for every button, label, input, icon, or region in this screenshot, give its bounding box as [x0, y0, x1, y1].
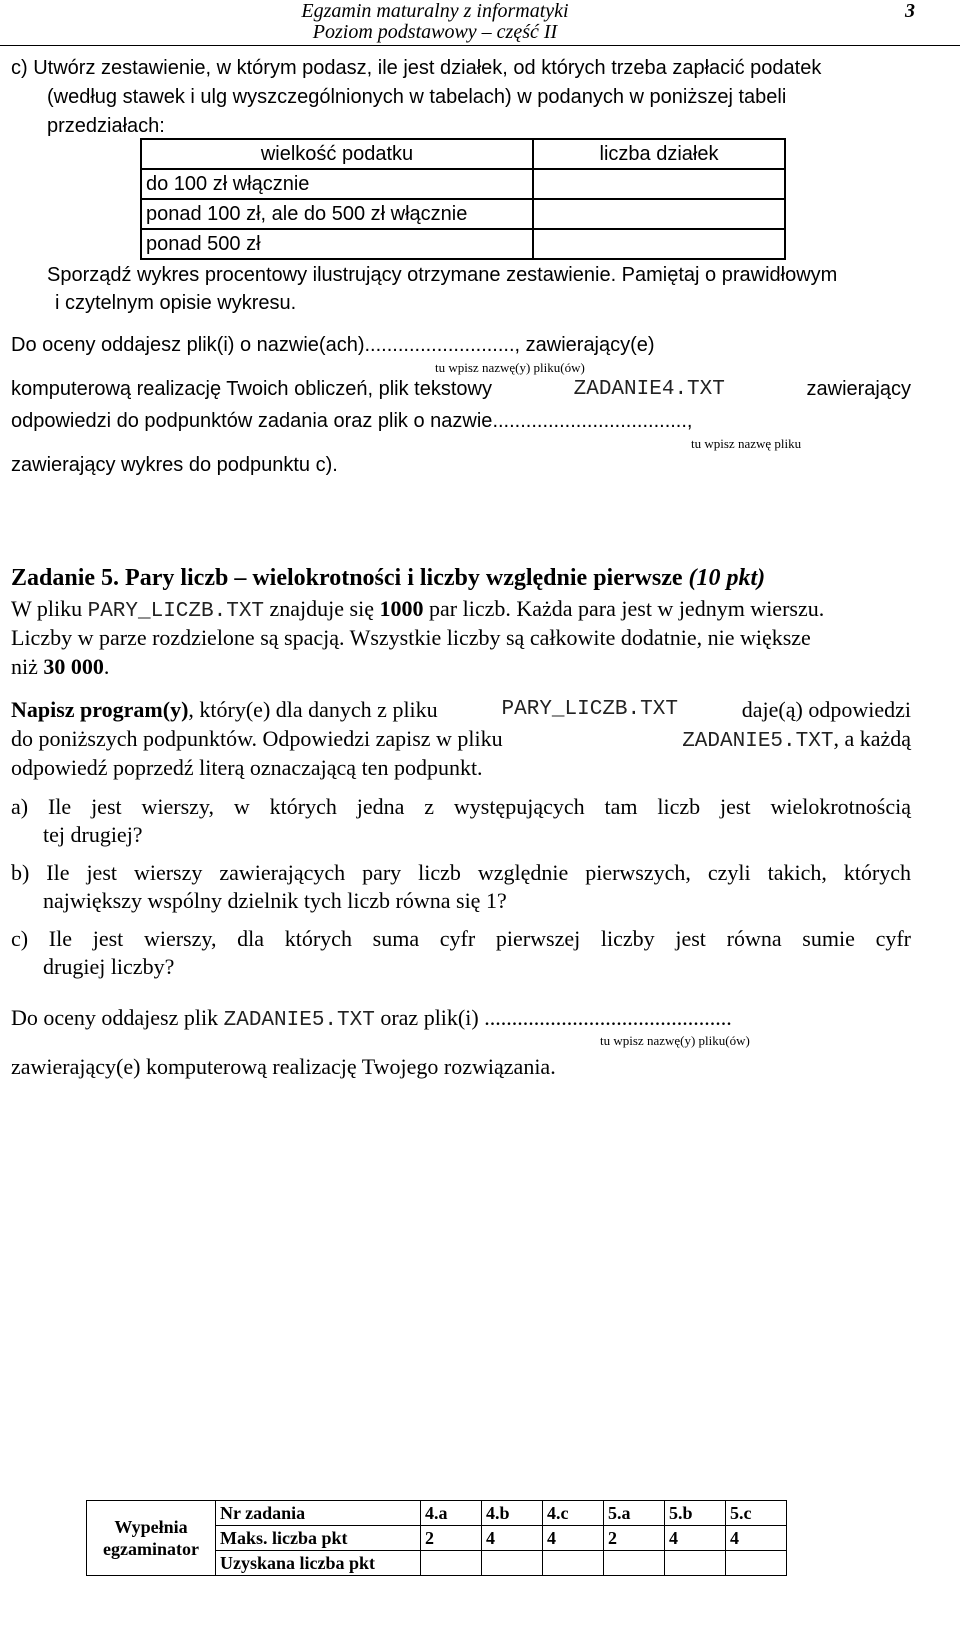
task5-points: (10 pkt) [688, 565, 766, 591]
question-c-line2: drugiej liczby? [43, 954, 175, 979]
task5-write-line3: odpowiedź poprzedź literą oznaczającą ten podpunkt. [11, 755, 483, 780]
question-c-line1: c) Ile jest wierszy, dla których suma cyfr pierwszej liczby jest równa sumie cyfr [11, 926, 911, 951]
question-b-line1: b) Ile jest wierszy zawierających pary liczb względnie pierwszych, czyli takich, których [11, 860, 911, 885]
chart-instruction-line2: i czytelnym opisie wykresu. [55, 292, 297, 314]
submission4-hint1: tu wpisz nazwę(y) pliku(ów) [435, 360, 585, 375]
file-name-pary-liczb: PARY_LICZB.TXT [87, 600, 265, 623]
tax-intervals-table [140, 138, 786, 260]
header-title: Egzamin maturalny z informatyki [301, 0, 569, 22]
obtained-points-cell[interactable] [421, 1551, 482, 1576]
max-points-cell: 4 [726, 1526, 787, 1551]
table-header-row [141, 139, 785, 169]
part-c-line3: przedziałach: [47, 115, 165, 137]
table-row-value [533, 169, 785, 199]
table-row-label: do 100 zł włącznie [141, 169, 533, 199]
task5-p2: Liczby w parze rozdzielone są spacją. Wszystkie liczby są całkowite dodatnie, nie większe [11, 625, 811, 650]
file-name-zadanie5-2: ZADANIE5.TXT [223, 1009, 375, 1032]
row-label-task-number: Nr zadania [216, 1501, 421, 1526]
obtained-points-cell[interactable] [665, 1551, 726, 1576]
task5-label: Zadanie 5. [11, 565, 120, 591]
submission5-hint: tu wpisz nazwę(y) pliku(ów) [600, 1033, 750, 1048]
task-number-cell: 4.a [421, 1501, 482, 1526]
table-row [141, 229, 785, 259]
table-row-value [533, 229, 785, 259]
header-subtitle: Poziom podstawowy – część II [312, 21, 558, 43]
submission4-blank: ........................... [364, 334, 515, 356]
max-points-cell: 4 [482, 1526, 543, 1551]
task5-write-line1: Napisz program(y), który(e) dla danych z pliku PARY_LICZB.TXT daje(ą) odpowiedzi [11, 697, 911, 722]
submission4-line2-text: komputerową realizację Twoich obliczeń, plik tekstowy [11, 378, 492, 400]
part-c-line2: (według stawek i ulg wyszczególnionych w tabelach) w podanych w poniższej tabeli [47, 86, 787, 108]
obtained-points-cell[interactable] [543, 1551, 604, 1576]
obtained-points-cell[interactable] [604, 1551, 665, 1576]
task5-title [11, 565, 765, 592]
table-row [141, 199, 785, 229]
write-program-bold: Napisz program(y) [11, 697, 189, 722]
submission4-line1 [11, 334, 655, 357]
submission4-line3-text: odpowiedzi do podpunktów zadania oraz plik o nazwie [11, 410, 493, 432]
score-table [86, 1500, 787, 1576]
task-number-cell: 4.b [482, 1501, 543, 1526]
max-points-cell: 4 [665, 1526, 726, 1551]
submission5-line2: zawierający(e) komputerową realizację Twojego rozwiązania. [11, 1054, 556, 1079]
submission4-text-end: , zawierający(e) [514, 334, 655, 356]
chart-instruction-line1: Sporządź wykres procentowy ilustrujący otrzymane zestawienie. Pamiętaj o prawidłowym [47, 264, 838, 286]
page-number: 3 [905, 0, 915, 22]
table-row-label: ponad 500 zł [141, 229, 533, 259]
question-a-line1: a) Ile jest wierszy, w których jedna z występujących tam liczb jest wielokrotnością [11, 794, 911, 819]
submission5-line1: Do oceny oddajesz plik ZADANIE5.TXT oraz plik(i) ............................................. [11, 1005, 732, 1032]
row-label-obtained-points: Uzyskana liczba pkt [216, 1551, 421, 1576]
submission5-blank: ............................................. [484, 1005, 732, 1030]
task-number-cell: 5.c [726, 1501, 787, 1526]
submission4-blank2: ................................... [492, 410, 687, 432]
header-rule [0, 45, 960, 46]
task-number-cell: 5.a [604, 1501, 665, 1526]
task5-p3: niż 30 000. [11, 654, 110, 679]
question-b-line2: największy wspólny dzielnik tych liczb równa się 1? [43, 888, 507, 913]
obtained-points-cell[interactable] [726, 1551, 787, 1576]
examiner-cell [87, 1501, 216, 1576]
file-name-zadanie5: ZADANIE5.TXT [682, 730, 834, 753]
examiner-label-1: Wypełnia [114, 1517, 188, 1537]
max-points-cell: 4 [543, 1526, 604, 1551]
submission4-text: Do oceny oddajesz plik(i) o nazwie(ach) [11, 334, 365, 356]
submission4-line2-end: zawierający [806, 378, 911, 400]
task-number-cell: 5.b [665, 1501, 726, 1526]
table-row-value [533, 199, 785, 229]
examiner-label-2: egzaminator [103, 1539, 199, 1559]
task5-title-text: Pary liczb – wielokrotności i liczby względnie pierwsze [125, 565, 683, 591]
row-label-max-points: Maks. liczba pkt [216, 1526, 421, 1551]
file-name-zadanie4: ZADANIE4.TXT [573, 378, 725, 401]
submission4-line3 [11, 410, 692, 433]
table-header-count: liczba działek [533, 139, 785, 169]
task5-write-line2: do poniższych podpunktów. Odpowiedzi zapisz w pliku ZADANIE5.TXT, a każdą [11, 726, 911, 753]
submission4-line4: zawierający wykres do podpunktu c). [11, 454, 338, 476]
table-row [141, 169, 785, 199]
table-header-tax: wielkość podatku [141, 139, 533, 169]
file-name-pary-liczb-2: PARY_LICZB.TXT [501, 698, 678, 721]
submission4-line3-end: , [686, 410, 693, 432]
submission4-hint2: tu wpisz nazwę pliku [691, 436, 802, 451]
question-a-line2: tej drugiej? [43, 822, 143, 847]
max-points-cell: 2 [604, 1526, 665, 1551]
max-points-cell: 2 [421, 1526, 482, 1551]
task-number-cell: 4.c [543, 1501, 604, 1526]
submission4-line2 [11, 378, 911, 401]
table-row-label: ponad 100 zł, ale do 500 zł włącznie [141, 199, 533, 229]
obtained-points-cell[interactable] [482, 1551, 543, 1576]
part-c-line1: c) Utwórz zestawienie, w którym podasz, ile jest działek, od których trzeba zapłacić podatek [11, 57, 822, 79]
task5-p1: W pliku PARY_LICZB.TXT znajduje się 1000 par liczb. Każda para jest w jednym wierszu. [11, 596, 825, 623]
